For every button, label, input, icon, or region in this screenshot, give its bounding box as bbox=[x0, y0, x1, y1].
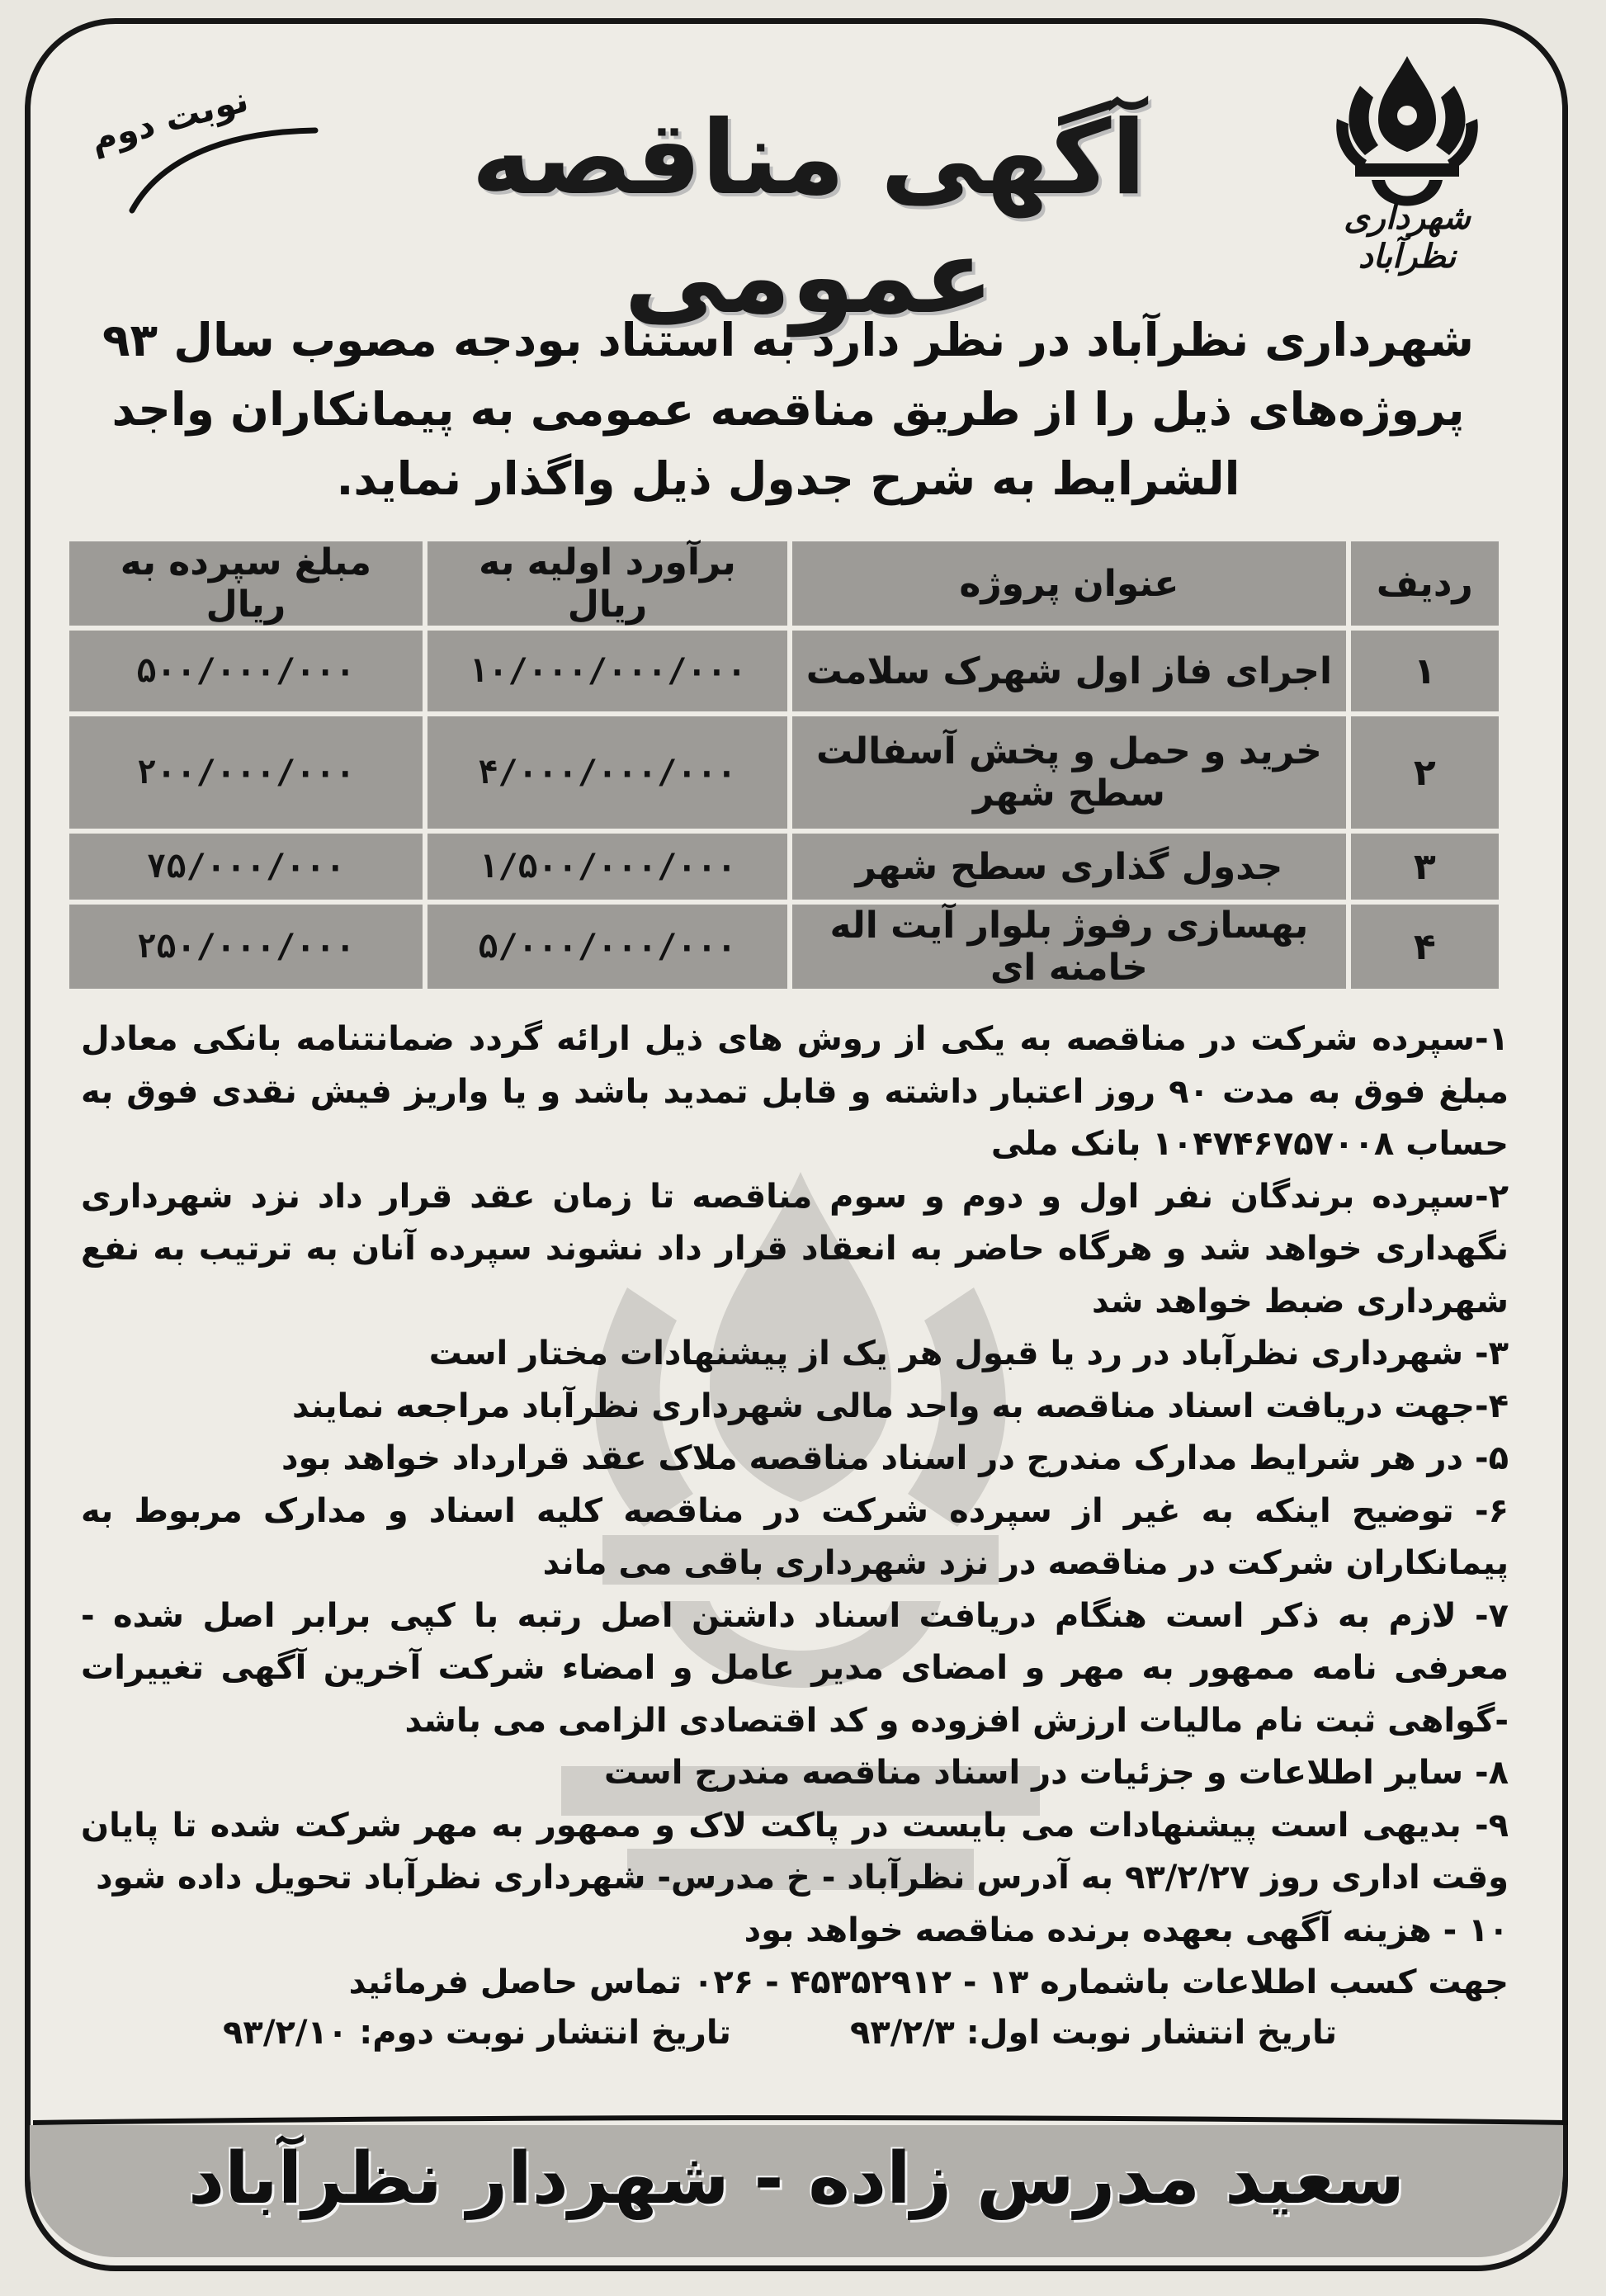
header-row-number: ردیف bbox=[1351, 541, 1499, 626]
project-title: بهسازی رفوژ بلوار آیت اله خامنه ای bbox=[792, 905, 1346, 989]
contact-info: جهت کسب اطلاعات باشماره ۱۳ - ۴۵۳۵۲۹۱۲ - ۰۲۶ تماس حاصل فرمائید bbox=[348, 1963, 1509, 2001]
condition-item: ۱-سپرده شرکت در مناقصه به یکی از روش های ذیل ارائه گردد ضمانتنامه بانکی معادل مبلغ فوق به مدت ۹۰ روز اعتبار داشته و قابل تمدید باشد و یا واریز فیش نقدی فوق به حساب ۱۰۴۷۴۶۷۵۷۰۰۸ بانک ملی bbox=[81, 1020, 1509, 1163]
table-row bbox=[69, 834, 1499, 900]
row-number: ۴ bbox=[1351, 905, 1499, 989]
mayor-signature: سعید مدرس زاده - شهردار نظرآباد bbox=[187, 2138, 1405, 2220]
deposit-value: ۷۵/۰۰۰/۰۰۰ bbox=[69, 834, 423, 900]
header-project-title: عنوان پروژه bbox=[792, 541, 1346, 626]
second-publication-date: تاریخ انتشار نوبت دوم: ۹۳/۲/۱۰ bbox=[223, 2014, 731, 2052]
table-row bbox=[69, 905, 1499, 989]
condition-item: ۳- شهرداری نظرآباد در رد یا قبول هر یک از پیشنهادات مختار است bbox=[428, 1335, 1509, 1372]
header-deposit: مبلغ سپرده به ریال bbox=[69, 541, 423, 626]
first-publication-date: تاریخ انتشار نوبت اول: ۹۳/۲/۳ bbox=[849, 2014, 1337, 2052]
row-number: ۱ bbox=[1351, 631, 1499, 711]
conditions-list bbox=[81, 1013, 1509, 2010]
intro-paragraph: شهرداری نظرآباد در نظر دارد به استناد بودجه مصوب سال ۹۳ پروژه‌های ذیل را از طریق مناقصه عمومی به پیمانکاران واجد الشرایط به شرح جدول ذیل واگذار نماید. bbox=[102, 314, 1475, 505]
deposit-value: ۲۰۰/۰۰۰/۰۰۰ bbox=[69, 716, 423, 829]
condition-item: ۶- توضیح اینکه به غیر از سپرده شرکت در مناقصه کلیه اسناد و مدارک مربوط به پیمانکاران شرکت در مناقصه در نزد شهرداری باقی می ماند bbox=[81, 1491, 1509, 1582]
condition-item: ۱۰ - هزینه آگهی بعهده برنده مناقصه خواهد بود bbox=[744, 1911, 1509, 1949]
table-row bbox=[69, 631, 1499, 711]
project-title: اجرای فاز اول شهرک سلامت bbox=[792, 631, 1346, 711]
round-label: نوبت دوم bbox=[86, 78, 253, 160]
logo-caption: شهرداری نظرآباد bbox=[1344, 198, 1471, 276]
table-row bbox=[69, 716, 1499, 829]
page-title: آگهی مناقصه عمومی bbox=[471, 99, 1146, 337]
swoosh-icon bbox=[124, 116, 322, 215]
table-header-row bbox=[69, 541, 1499, 626]
estimate-value: ۱۰/۰۰۰/۰۰۰/۰۰۰ bbox=[427, 631, 787, 711]
condition-item: ۸- سایر اطلاعات و جزئیات در اسناد مناقصه مندرج است bbox=[604, 1754, 1509, 1792]
condition-item: ۲-سپرده برندگان نفر اول و دوم و سوم مناقصه تا زمان عقد قرار داد نزد شهرداری نگهداری خواهد شد و هرگاه حاضر به انعقاد قرار داد نشوند سپرده آنان به ترتیب به نفع شهرداری ضبط خواهد شد bbox=[81, 1177, 1509, 1320]
condition-item: ۷- لازم به ذکر است هنگام دریافت اسناد داشتن اصل رتبه با کپی برابر اصل شده - معرفی نامه ممهور به مهر و امضای مدیر عامل و امضاء شرکت آخرین آگهی تغییرات -گواهی ثبت نام مالیات ارزش افزوده و کد اقتصادی الزامی می باشد bbox=[81, 1596, 1509, 1740]
project-title: جدول گذاری سطح شهر bbox=[792, 834, 1346, 900]
deposit-value: ۲۵۰/۰۰۰/۰۰۰ bbox=[69, 905, 423, 989]
condition-item: ۴-جهت دریافت اسناد مناقصه به واحد مالی شهرداری نظرآباد مراجعه نمایند bbox=[292, 1387, 1509, 1425]
row-number: ۳ bbox=[1351, 834, 1499, 900]
deposit-value: ۵۰۰/۰۰۰/۰۰۰ bbox=[69, 631, 423, 711]
condition-item: ۹- بدیهی است پیشنهادات می بایست در پاکت لاک و ممهور به مهر شرکت شده تا پایان وقت اداری روز ۹۳/۲/۲۷ به آدرس نظرآباد - خ مدرس- شهرداری نظرآباد تحویل داده شود bbox=[81, 1806, 1509, 1897]
condition-item: ۵- در هر شرایط مدارک مندرج در اسناد مناقصه ملاک عقد قرارداد خواهد بود bbox=[281, 1439, 1509, 1477]
row-number: ۲ bbox=[1351, 716, 1499, 829]
estimate-value: ۱/۵۰۰/۰۰۰/۰۰۰ bbox=[427, 834, 787, 900]
estimate-value: ۴/۰۰۰/۰۰۰/۰۰۰ bbox=[427, 716, 787, 829]
header-estimate: برآورد اولیه به ریال bbox=[427, 541, 787, 626]
estimate-value: ۵/۰۰۰/۰۰۰/۰۰۰ bbox=[427, 905, 787, 989]
projects-table bbox=[64, 536, 1504, 994]
project-title: خرید و حمل و پخش آسفالت سطح شهر bbox=[792, 716, 1346, 829]
